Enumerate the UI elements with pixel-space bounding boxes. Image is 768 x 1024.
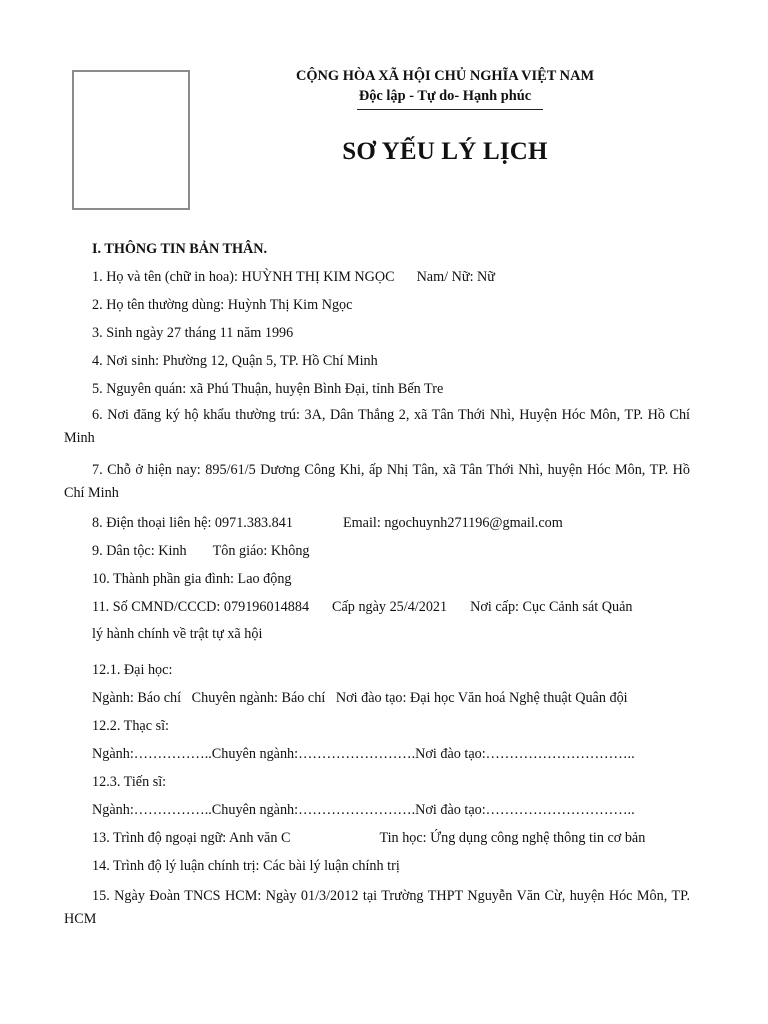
motto-underline <box>357 109 543 110</box>
field-hometown: 5. Nguyên quán: xã Phú Thuận, huyện Bình Đại, tỉnh Bến Tre <box>92 381 444 397</box>
field-doctorate-detail: Ngành:……………..Chuyên ngành:…………………….Nơi đào tạo:………………………….. <box>92 802 635 818</box>
field-language-it <box>92 829 645 847</box>
document-title: SƠ YẾU LÝ LỊCH <box>342 138 548 165</box>
field-contact <box>92 514 563 532</box>
id-number-text: 11. Số CMND/CCCD: 079196014884 <box>92 599 310 615</box>
it-text: Tin học: Ứng dụng công nghệ thông tin cơ bản <box>379 830 646 846</box>
section-heading: I. THÔNG TIN BẢN THÂN. <box>92 241 268 257</box>
id-place-text: Nơi cấp: Cục Cảnh sát Quản <box>470 599 633 615</box>
field-university-detail: Ngành: Báo chí Chuyên ngành: Báo chí Nơi đào tạo: Đại học Văn hoá Nghệ thuật Quân đội <box>92 690 628 706</box>
field-id-place-cont: lý hành chính về trật tự xã hội <box>92 626 263 642</box>
field-masters: 12.2. Thạc sĩ: <box>92 718 169 734</box>
religion-text: Tôn giáo: Không <box>212 543 310 559</box>
field-university: 12.1. Đại học: <box>92 662 173 678</box>
field-current-address: 7. Chỗ ở hiện nay: 895/61/5 Dương Công Khi, ấp Nhị Tân, xã Tân Thới Nhì, huyện Hóc Môn, TP. Hồ Chí Minh <box>64 462 690 501</box>
field-full-name <box>92 268 495 286</box>
field-youth-union: 15. Ngày Đoàn TNCS HCM: Ngày 01/3/2012 tại Trường THPT Nguyễn Văn Cừ, huyện Hóc Môn, TP. HCM <box>64 888 690 927</box>
field-permanent-address: 6. Nơi đăng ký hộ khẩu thường trú: 3A, Dân Thắng 2, xã Tân Thới Nhì, Huyện Hóc Môn, TP. Hồ Chí Minh <box>64 407 690 446</box>
field-masters-detail: Ngành:……………..Chuyên ngành:…………………….Nơi đào tạo:………………………….. <box>92 746 635 762</box>
field-ethnicity-religion <box>92 542 310 560</box>
motto: Độc lập - Tự do- Hạnh phúc <box>358 88 532 104</box>
id-date-text: Cấp ngày 25/4/2021 <box>332 599 448 615</box>
field-common-name: 2. Họ tên thường dùng: Huỳnh Thị Kim Ngọc <box>92 297 353 313</box>
field-birthplace: 4. Nơi sinh: Phường 12, Quận 5, TP. Hồ Chí Minh <box>92 353 378 369</box>
phone-text: 8. Điện thoại liên hệ: 0971.383.841 <box>92 515 293 531</box>
photo-placeholder <box>72 70 190 210</box>
field-family-class: 10. Thành phần gia đình: Lao động <box>92 571 292 587</box>
email-text: Email: ngochuynh271196@gmail.com <box>342 515 563 531</box>
field-id-card <box>92 598 632 616</box>
gender-text: Nam/ Nữ: Nữ <box>416 269 495 285</box>
field-birth-date: 3. Sinh ngày 27 tháng 11 năm 1996 <box>92 325 294 341</box>
field-political-theory: 14. Trình độ lý luận chính trị: Các bài lý luận chính trị <box>92 858 400 874</box>
field-doctorate: 12.3. Tiến sĩ: <box>92 774 167 790</box>
full-name-text: 1. Họ và tên (chữ in hoa): HUỲNH THỊ KIM NGỌC <box>92 269 395 285</box>
ethnicity-text: 9. Dân tộc: Kinh <box>92 543 187 559</box>
language-text: 13. Trình độ ngoại ngữ: Anh văn C <box>92 830 291 846</box>
nation-heading: CỘNG HÒA XÃ HỘI CHỦ NGHĨA VIỆT NAM <box>295 68 595 84</box>
